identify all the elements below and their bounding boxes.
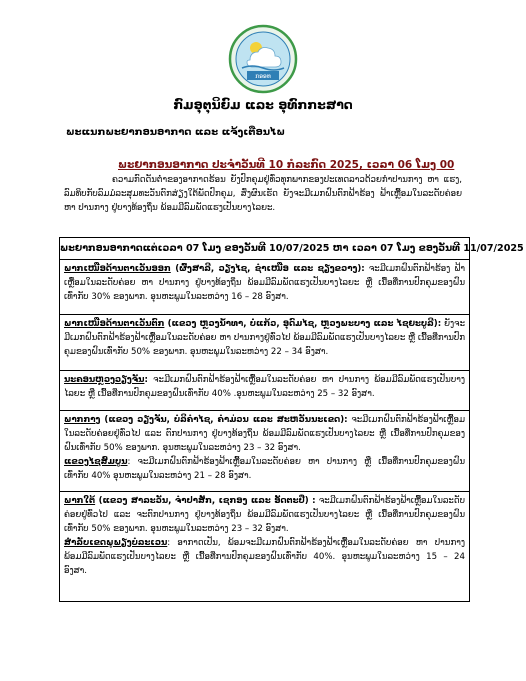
region-north-east <box>60 260 469 315</box>
region-provinces: : <box>144 375 148 385</box>
subregion-text: : ອາກາດເປັນ, ພ້ອມຈະມີເມກຝົນຕົກຟ້າຮ້ອງຟ້າເຫຼື້ອມໃນລະດັບຄ່ອຍ ຫາ ປານກາງ ພ້ອມມີລົມພັດແຮງເປັນບາງໄລຍະ ຫຼື ເນື້ອທີ່ການປົກຄຸມຂອງຝົນເທົ່າກັບ 40%. ອຸນຫະພູມໃນລະຫວ່າງ 15 – 24 ອົງສາ. <box>64 538 465 576</box>
subregion-text: : ຈະມີເມກຝົນຕົກຟ້າຮ້ອງຟ້າເຫຼື້ອມໃນລະດັບຄ່ອຍ ຫາ ປານກາງ ຫຼື ເນື້ອທີ່ການປົກຄຸມຂອງຝົນເທົ່າກັບ 40% ອຸນຫະພູມໃນລະຫວ່າງ 21 – 28 ອົງສາ. <box>64 457 465 481</box>
intro-paragraph <box>64 173 462 215</box>
intro-text: ຄວາມກົດດັນຕ່ຳຂອງອາກາດຮ້ອນ ຍັງປົກຄຸມຢູ່ທົ່ວທຸກພາກຂອງປະເທດລາວດ້ວຍກຳປານກາງ ຫາ ແຮງ, ລົມທິບກັບລົມມໍລະສຸມທະວັນຕົກສ່ຽງໃຕ້ພັດປົກຄຸມ, ສົ່ງຜົນເຮັດ ຍັງຈະມີເມກຝົນຕົກຟ້າຮ້ອງ ຟ້າເຫຼື້ອມໃນລະດັບຄ່ອຍ ຫາ ປານກາງ ຢູ່ບາງທ້ອງຖິ່ນ ພ້ອມມີລົມພັດແຮງເປັນບາງໄລຍະ. <box>64 175 462 213</box>
forecast-title: ພະຍາກອນອາກາດ ປະຈຳວັນທີ 10 ກໍລະກົດ 2025, ເວລາ 06 ໂມງ 00 <box>118 159 455 171</box>
region-provinces: (ແຂວງ ວຽງຈັນ, ບໍລິຄຳໄຊ, ຄຳມ່ວນ ແລະ ສະຫວັນນະເຂດ): <box>100 415 348 425</box>
region-text: ຈະມີເມກຝົນຕົກຟ້າຮ້ອງຟ້າເຫຼື້ອມໃນລະດັບຄ່ອຍຢູ່ທົ່ວໄປ ແລະ ຕົກປານກາງ ຢູ່ບາງທ້ອງຖິ່ນ ພ້ອມມີລົມພັດແຮງເປັນບາງໄລຍະ ຫຼື ເນື້ອທີ່ການປົກຄຸມຂອງຝົນເທົ່າກັບ 50% ຂອງພາກ. ອຸນຫະພູມໃນລະຫວ່າງ 23 – 32 ອົງສາ. <box>64 415 465 453</box>
region-name: ພາກໃຕ້ <box>64 496 96 506</box>
region-north-west <box>60 315 469 371</box>
region-central <box>60 411 469 492</box>
region-provinces: (ແຂວງ ຫຼວງນ້ຳທາ, ບໍ່ແກ້ວ, ອຸດົມໄຊ, ຫຼວງພະບາງ ແລະ ໄຊຍະບູລີ): <box>164 319 442 329</box>
region-provinces: (ແຂວງ ສາລະວັນ, ຈຳປາສັກ, ເຊກອງ ແລະ ອັດຕະປື) : <box>95 496 316 506</box>
forecast-table <box>59 237 524 602</box>
ministry-title: ກົມອຸຕຸນິຍົມ ແລະ ອຸທົກກະສາດ <box>173 97 353 112</box>
region-name: ພາກກາງ <box>64 415 101 425</box>
region-name: ນະຄອນຫຼວງວຽງຈັນ <box>64 375 145 385</box>
region-south <box>60 492 469 600</box>
forecast-period-header: ພະຍາກອນອາກາດແຕ່ເວລາ 07 ໂມງ ຂອງວັນທີ 10/07/2025 ຫາ ເວລາ 07 ໂມງ ຂອງວັນທີ 11/07/2025 <box>60 238 469 260</box>
region-text: ຈະມີເມກຝົນຕົກຟ້າຮ້ອງຟ້າເຫຼື້ອມໃນລະດັບຄ່ອຍ ຫາ ປານກາງ ພ້ອມມີລົມພັດແຮງເປັນບາງໄລຍະ ຫຼື ເນື້ອທີ່ການປົກຄຸມຂອງຝົນເທົ່າກັບ 40% .ອຸນຫະພູມໃນລະຫວ່າງ 25 – 32 ອົງສາ. <box>64 375 465 399</box>
department-title: ພະແນກພະຍາກອນອາກາດ ແລະ ແຈ້ງເຕືອນໄພ <box>66 127 286 138</box>
region-vientiane-capital <box>60 371 469 411</box>
meteorology-logo-icon <box>228 24 298 94</box>
logo-caption: ກອອທ <box>255 73 271 80</box>
region-name: ພາກເໜືອດ້ານຕາເວັນອອກ <box>64 264 171 274</box>
region-provinces: (ຜົ້ງສາລີ, ວຽງໄຊ, ຊຳເໜືອ ແລະ ຊຽງຂວາງ): <box>170 264 365 274</box>
region-text: ຈະມີເມກຝົນຕົກຟ້າຮ້ອງຟ້າເຫຼື້ອມໃນລະດັບຄ່ອຍຢູ່ທົ່ວໄປ ແລະ ຈະຕົກປານກາງ ຢູ່ບາງທ້ອງຖິ່ນ ພ້ອມມີລົມພັດແຮງເປັນບາງໄລຍະ ຫຼື ເນື້ອທີ່ການປົກຄຸມຂອງຝົນເທົ່າກັບ 50% ຂອງພາກ. ອຸນຫະພູມໃນລະຫວ່າງ 23 – 32 ອົງສາ. <box>64 496 465 534</box>
region-text: ຍັງຈະມີເມກຝົນຕົກຟ້າຮ້ອງຟ້າເຫຼື້ອມໃນລະດັບຄ່ອຍ ຫາ ປານກາງຢູ່ທົ່ວໄປ ພ້ອມມີລົມພັດແຮງເປັນບາງໄລຍະ ຫຼື ເນື້ອທີ່ການປົກຄຸມຂອງຝົນເທົ່າກັບ 50% ຂອງພາກ. ອຸນຫະພູມໃນລະຫວ່າງ 22 – 34 ອົງສາ. <box>64 319 465 357</box>
region-text: ຈະມີເມກຝົນຕົກຟ້າຮ້ອງ ຟ້າເຫຼື້ອມໃນລະດັບຄ່ອຍ ຫາ ປານກາງ ຢູ່ບາງທ້ອງຖິ່ນ ພ້ອມມີລົມພັດແຮງເປັນບາງໄລຍະ ຫຼື ເນື້ອທີ່ການປົກຄຸມຂອງຝົນເທົ່າກັບ 30% ຂອງພາກ. ອຸນຫະພູມໃນລະຫວ່າງ 16 – 28 ອົງສາ. <box>64 264 465 302</box>
region-name: ພາກເໜືອດ້ານຕາເວັນຕົກ <box>64 319 165 329</box>
subregion-name: ແຂວງໄຊສົມບູນ <box>64 457 128 467</box>
subregion-name: ສຳລັບເຂດພູພຽງບໍລະເວນ <box>64 538 168 548</box>
